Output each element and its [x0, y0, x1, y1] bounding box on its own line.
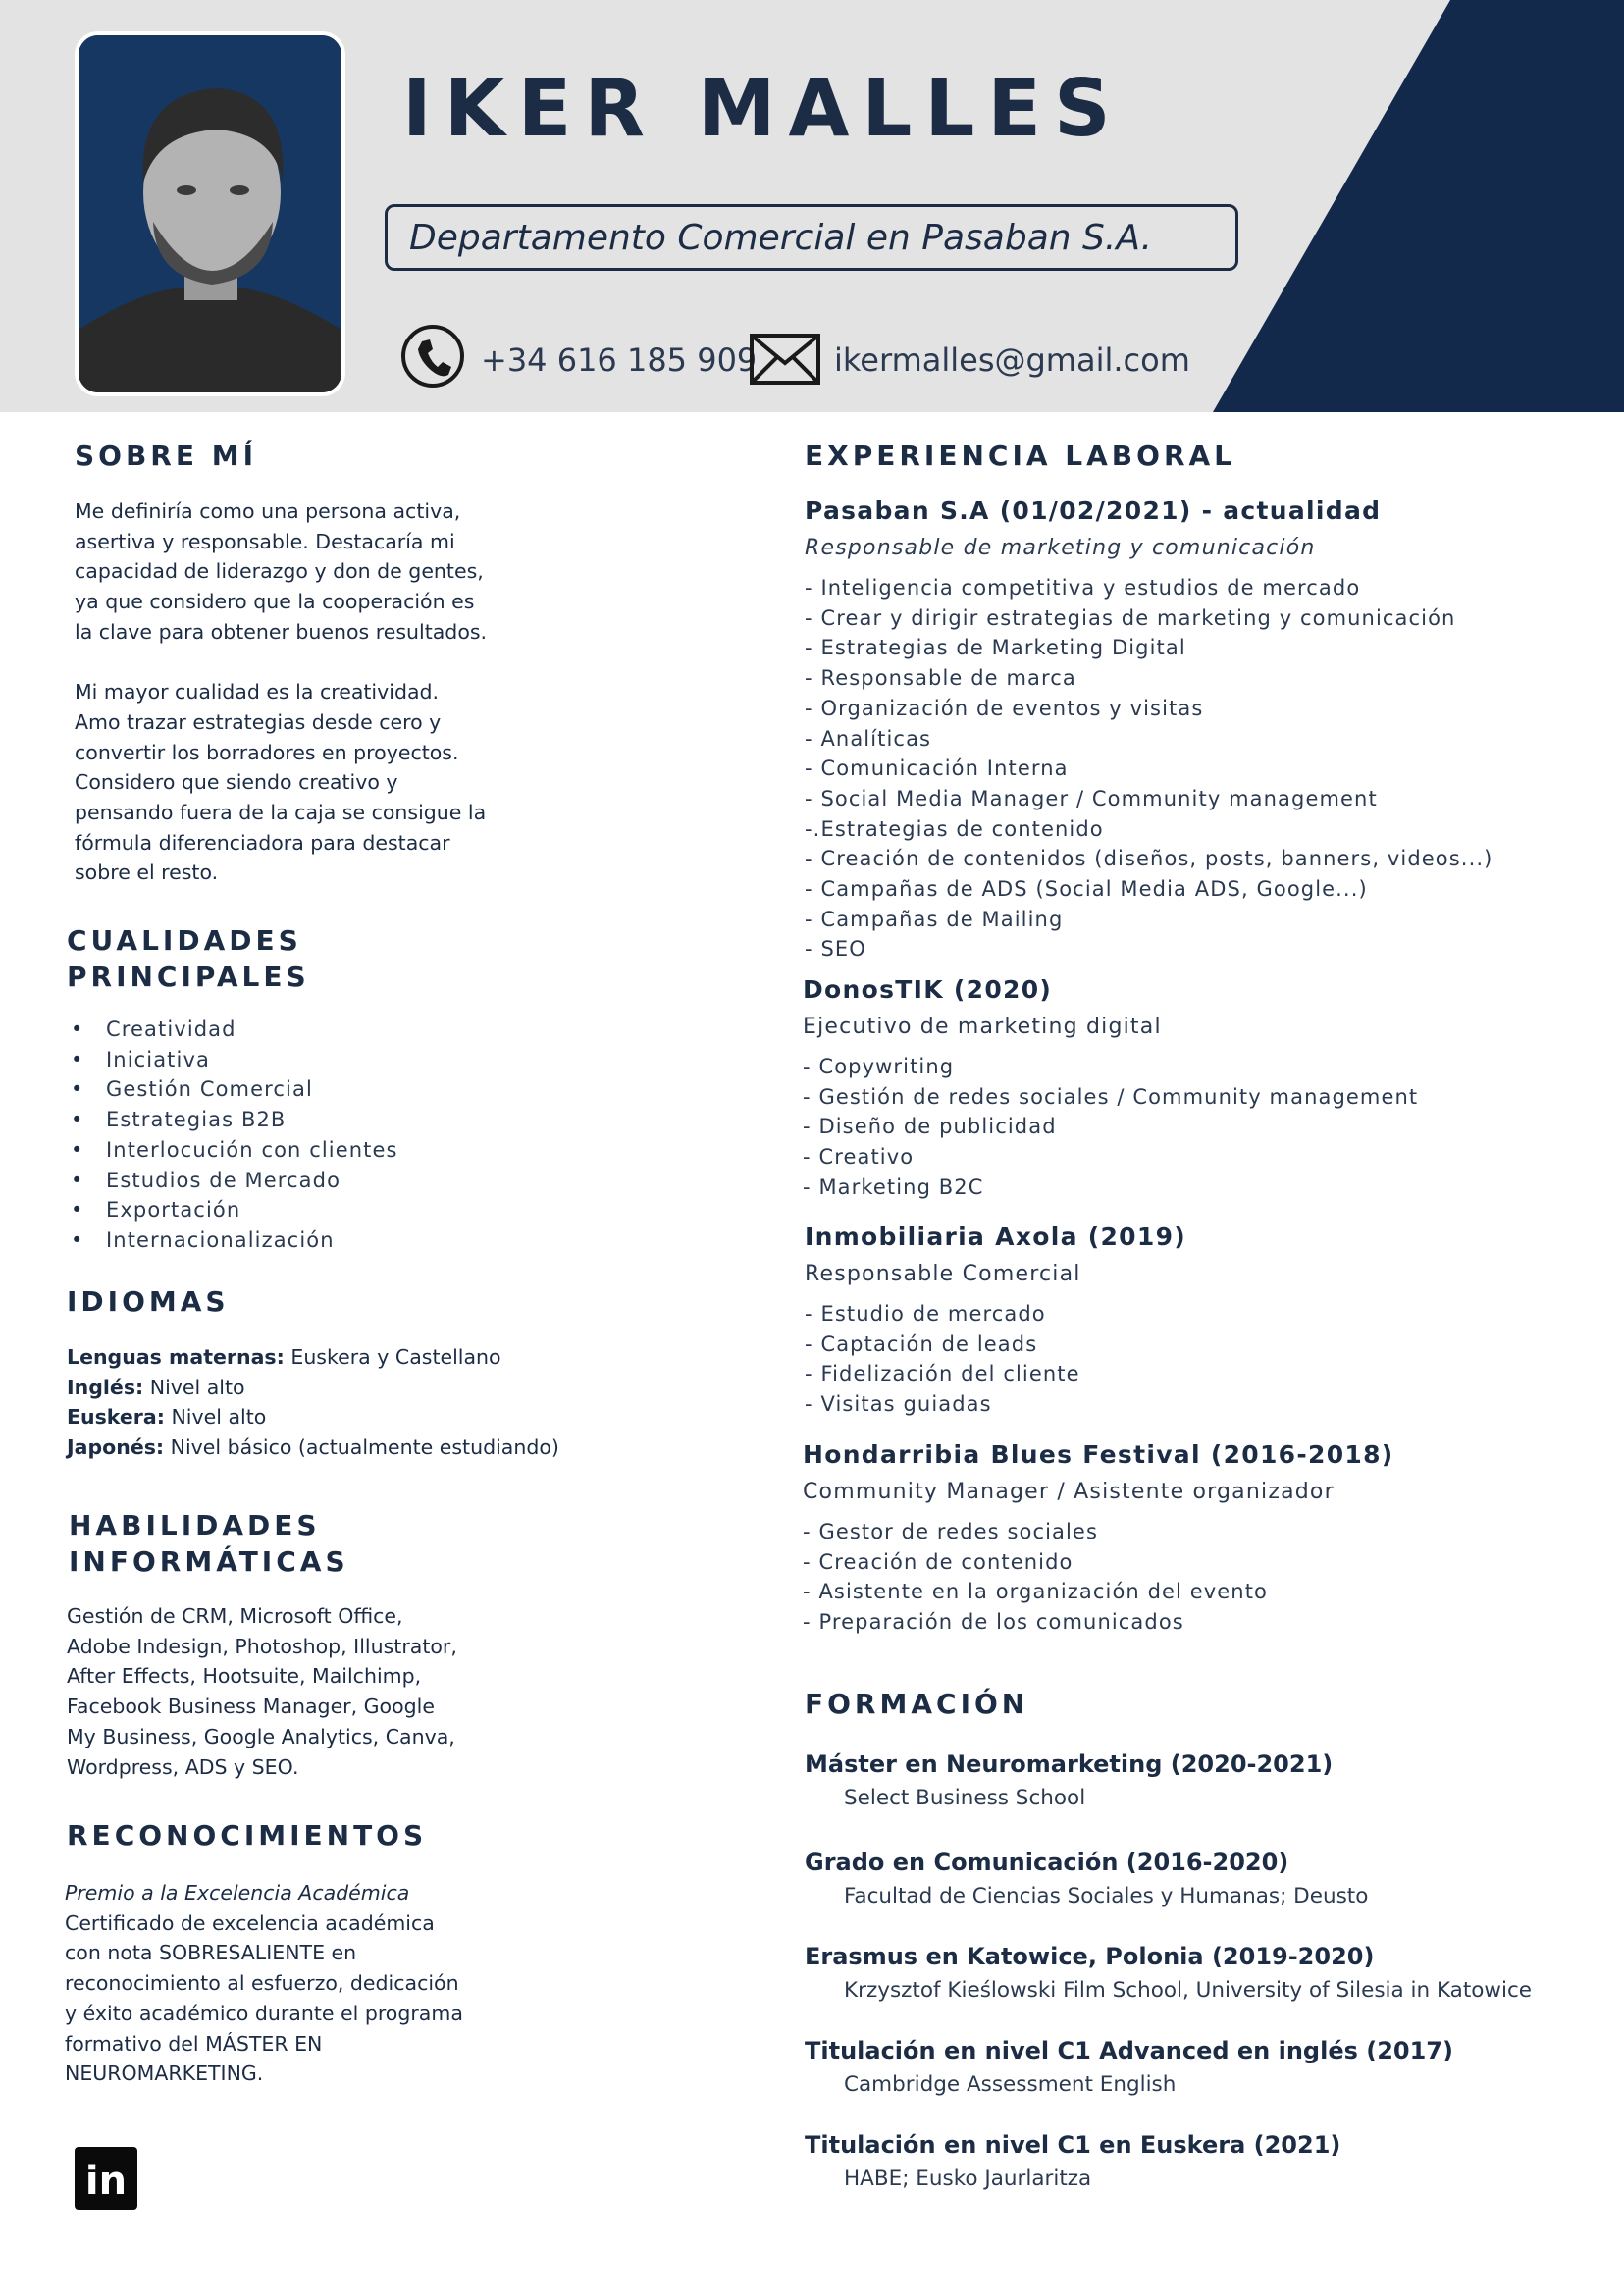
list-item: - Preparación de los comunicados [803, 1610, 1184, 1635]
list-item: • Exportación [67, 1195, 398, 1226]
list-item: - Creativo [803, 1145, 915, 1170]
list-item: - Asistente en la organización del evento [803, 1580, 1268, 1604]
language-item: Japonés: Nivel básico (actualmente estudiando) [67, 1435, 559, 1460]
job-4-tasks [803, 1517, 1268, 1638]
list-item: - Gestión de redes sociales / Community management [803, 1084, 1419, 1109]
job-1-title: Pasaban S.A (01/02/2021) - actualidad [805, 496, 1382, 525]
about-heading: SOBRE MÍ [75, 440, 258, 472]
list-item: - Visitas guiadas [805, 1392, 992, 1417]
list-item: - Responsable de marca [805, 666, 1076, 691]
awards-text: Premio a la Excelencia Académica Certificado de excelencia académica con nota SOBRESALIENTE en reconocimiento al esfuerzo, dedicación y éxito académico durante el programa formativo del MÁSTER EN NEUROMARKETING. [65, 1878, 463, 2089]
list-item: - Estudio de mercado [805, 1302, 1046, 1326]
education-school: Krzysztof Kieślowski Film School, University of Silesia in Katowice [844, 1978, 1533, 2003]
job-2-role: Ejecutivo de marketing digital [803, 1015, 1162, 1039]
awards-heading: RECONOCIMIENTOS [67, 1819, 428, 1852]
list-item: • Estrategias B2B [67, 1105, 398, 1135]
phone-icon [400, 324, 465, 389]
education-title: Erasmus en Katowice, Polonia (2019-2020) [805, 1943, 1375, 1970]
education-school: HABE; Eusko Jaurlaritza [844, 2166, 1092, 2191]
job-1-role: Responsable de marketing y comunicación [805, 536, 1316, 560]
list-item: - Analíticas [805, 726, 932, 751]
language-item: Inglés: Nivel alto [67, 1375, 245, 1399]
experience-heading: EXPERIENCIA LABORAL [805, 440, 1236, 472]
list-item: - Captación de leads [805, 1331, 1038, 1356]
list-item: • Iniciativa [67, 1045, 398, 1075]
education-title: Grado en Comunicación (2016-2020) [805, 1849, 1289, 1876]
svg-text:in: in [84, 2159, 128, 2204]
list-item: - Inteligencia competitiva y estudios de mercado [805, 576, 1361, 600]
list-item: - SEO [805, 937, 866, 962]
language-item: Lenguas maternas: Euskera y Castellano [67, 1345, 501, 1369]
profile-photo [75, 31, 345, 396]
education-school: Cambridge Assessment English [844, 2072, 1177, 2097]
envelope-icon [750, 334, 820, 385]
list-item: • Interlocución con clientes [67, 1135, 398, 1166]
list-item: - Marketing B2C [803, 1174, 984, 1199]
skills-text: Gestión de CRM, Microsoft Office, Adobe Indesign, Photoshop, Illustrator, After Effects, Hootsuite, Mailchimp, Facebook Business Manager, Google My Business, Google Analytics, Canva, Wordpress, ADS y SEO. [67, 1604, 457, 1779]
languages-list [67, 1342, 559, 1463]
job-1-tasks [805, 573, 1493, 965]
education-title: Titulación en nivel C1 en Euskera (2021) [805, 2131, 1341, 2159]
job-4-role: Community Manager / Asistente organizador [803, 1480, 1335, 1504]
list-item: • Creatividad [67, 1015, 398, 1045]
about-text: Me definiría como una persona activa, asertiva y responsable. Destacaría mi capacidad de liderazgo y don de gentes, ya que considero que la cooperación es la clave para obtener buenos resultados. Mi mayor cualidad es la creatividad. Amo trazar estrategias desde cero y convertir los borradores en proyectos. Considero que siendo creativo y pensando fuera de la caja se consigue la fórmula diferenciadora para destacar sobre el resto. [75, 499, 488, 885]
education-title: Máster en Neuromarketing (2020-2021) [805, 1750, 1334, 1778]
linkedin-icon[interactable] [75, 2147, 137, 2210]
job-3-title: Inmobiliaria Axola (2019) [805, 1223, 1186, 1251]
list-item: • Gestión Comercial [67, 1074, 398, 1105]
list-item: - Creación de contenidos (diseños, posts, banners, videos...) [805, 847, 1493, 871]
list-item: - Creación de contenido [803, 1549, 1074, 1574]
list-item: • Estudios de Mercado [67, 1166, 398, 1196]
phone-number[interactable]: +34 616 185 909 [481, 341, 758, 379]
list-item: -.Estrategias de contenido [805, 816, 1104, 841]
job-3-role: Responsable Comercial [805, 1262, 1081, 1286]
education-title: Titulación en nivel C1 Advanced en inglés (2017) [805, 2037, 1453, 2064]
list-item: - Crear y dirigir estrategias de marketing y comunicación [805, 605, 1456, 630]
list-item: - Campañas de ADS (Social Media ADS, Google...) [805, 877, 1368, 902]
award-title: Premio a la Excelencia Académica [65, 1881, 410, 1905]
job-title-box [385, 204, 1238, 271]
languages-heading: IDIOMAS [67, 1285, 230, 1318]
list-item: • Internacionalización [67, 1226, 398, 1256]
job-4-title: Hondarribia Blues Festival (2016-2018) [803, 1440, 1394, 1469]
list-item: - Gestor de redes sociales [803, 1520, 1098, 1543]
language-item: Euskera: Nivel alto [67, 1405, 267, 1430]
list-item: - Estrategias de Marketing Digital [805, 636, 1186, 660]
job-2-title: DonosTIK (2020) [803, 975, 1053, 1004]
job-2-tasks [803, 1052, 1418, 1203]
list-item: - Fidelización del cliente [805, 1362, 1080, 1386]
list-item: - Diseño de publicidad [803, 1115, 1057, 1139]
job-title-text: Departamento Comercial en Pasaban S.A. [409, 217, 1153, 258]
email-address[interactable]: ikermalles@gmail.com [834, 341, 1190, 379]
education-school: Facultad de Ciencias Sociales y Humanas; Deusto [844, 1884, 1369, 1908]
list-item: - Social Media Manager / Community management [805, 786, 1378, 810]
full-name: IKER MALLES [402, 63, 1124, 154]
skills-heading: HABILIDADES INFORMÁTICAS [69, 1509, 349, 1578]
qualities-heading: CUALIDADES PRINCIPALES [67, 924, 310, 993]
list-item: - Campañas de Mailing [805, 907, 1064, 931]
education-school: Select Business School [844, 1786, 1086, 1810]
list-item: - Comunicación Interna [805, 757, 1069, 781]
list-item: - Organización de eventos y visitas [805, 696, 1204, 720]
education-heading: FORMACIÓN [805, 1688, 1029, 1720]
qualities-list [67, 1015, 398, 1256]
list-item: - Copywriting [803, 1055, 955, 1078]
job-3-tasks [805, 1299, 1080, 1420]
